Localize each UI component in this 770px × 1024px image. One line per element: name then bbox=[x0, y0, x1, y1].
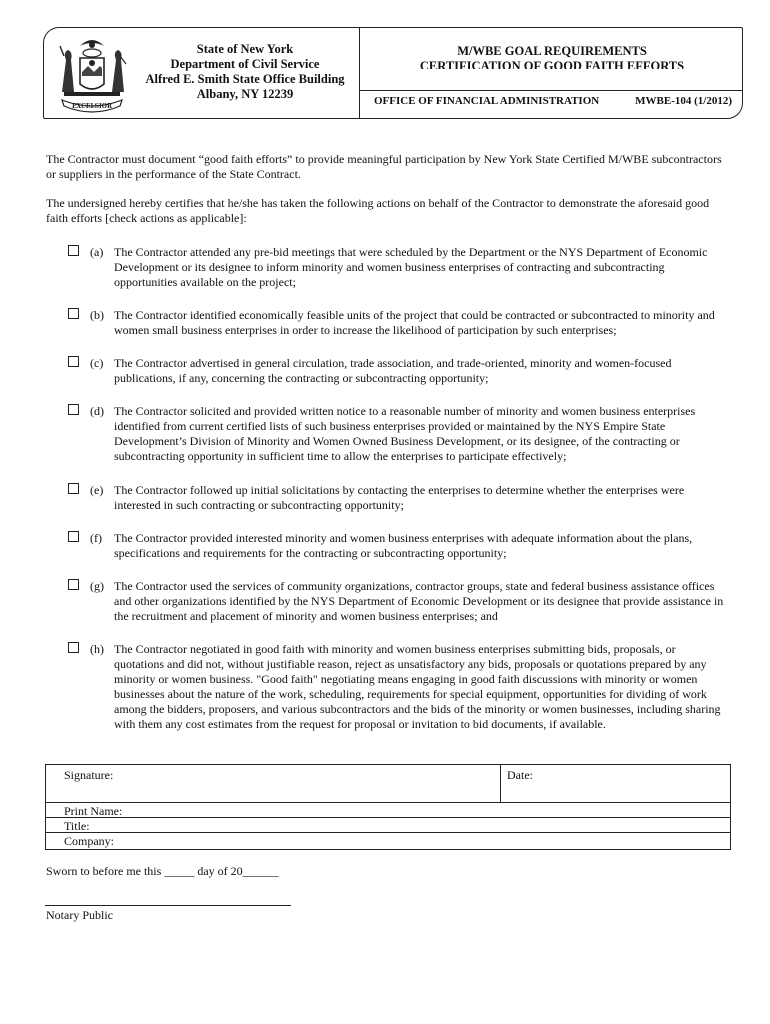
agency-building: Alfred E. Smith State Office Building bbox=[145, 72, 345, 86]
intro-paragraph-1: The Contractor must document “good faith efforts” to provide meaningful participation by New York State Certified M/WBE subcontractors or suppliers in the performance of the State Contract. bbox=[46, 152, 722, 181]
checkbox-c[interactable] bbox=[68, 356, 79, 367]
checkbox-a[interactable] bbox=[68, 245, 79, 256]
signature-row-line bbox=[46, 817, 730, 818]
title-field[interactable]: Title: bbox=[64, 819, 90, 833]
signature-table bbox=[45, 764, 731, 850]
item-letter: (g) bbox=[90, 579, 104, 593]
item-letter: (c) bbox=[90, 356, 104, 370]
svg-text:EXCELSIOR: EXCELSIOR bbox=[71, 103, 113, 110]
agency-state: State of New York bbox=[196, 42, 294, 56]
item-letter: (a) bbox=[90, 245, 104, 259]
item-text: The Contractor provided interested minority and women business enterprises with adequate information about the plans, specifications and requirements for the contracting or subcontracting opportunity; bbox=[114, 531, 693, 560]
signature-row-line bbox=[46, 832, 730, 833]
sworn-statement[interactable]: Sworn to before me this _____ day of 20______ bbox=[46, 864, 279, 878]
item-text: The Contractor followed up initial solicitations by contacting the enterprises to determine whether the enterprises were interested in such contracting or subcontracting opportunity; bbox=[114, 483, 685, 512]
form-header bbox=[43, 27, 743, 119]
form-number: MWBE-104 (1/2012) bbox=[635, 95, 732, 107]
nys-seal-icon bbox=[50, 32, 134, 116]
form-title-line2: CERTIFICATION OF GOOD FAITH EFFORTS bbox=[419, 59, 685, 69]
item-letter: (b) bbox=[90, 308, 104, 322]
agency-address-block bbox=[139, 42, 351, 102]
company-field[interactable]: Company: bbox=[64, 834, 114, 848]
header-divider-vertical bbox=[359, 28, 360, 118]
office-name: OFFICE OF FINANCIAL ADMINISTRATION bbox=[374, 95, 600, 107]
form-title-line1: M/WBE GOAL REQUIREMENTS bbox=[457, 44, 647, 58]
date-field[interactable]: Date: bbox=[507, 768, 533, 782]
item-text: The Contractor solicited and provided written notice to a reasonable number of minority and women business enterprises identified from current certified lists of such business enterprises provided or maintained by the NYS Empire State Development’s Division of Minority and Women Owned Business Development, or its designee, of the contracting or subcontracting opportunity in sufficient time to allow the enterprises to participate effectively; bbox=[114, 404, 696, 463]
item-text: The Contractor identified economically feasible units of the project that could be contracted or subcontracted to minority and women small business enterprises in order to increase the likelihood of participation by such enterprises; bbox=[114, 308, 715, 337]
print-name-field[interactable]: Print Name: bbox=[64, 804, 123, 818]
intro-paragraph-2: The undersigned hereby certifies that he/she has taken the following actions on behalf of the Contractor to demonstrate the aforesaid good faith efforts [check actions as applicable]: bbox=[46, 196, 710, 225]
checkbox-e[interactable] bbox=[68, 483, 79, 494]
form-title bbox=[360, 44, 743, 69]
item-letter: (h) bbox=[90, 642, 104, 656]
signature-field[interactable]: Signature: bbox=[64, 768, 114, 782]
item-text: The Contractor attended any pre-bid meetings that were scheduled by the Department or the NYS Department of Economic Development or its designee to inform minority and women business enterprises of contracting and subcontracting opportunities available on the project; bbox=[114, 245, 708, 289]
header-divider-horizontal bbox=[359, 90, 742, 91]
checkbox-h[interactable] bbox=[68, 642, 79, 653]
agency-department: Department of Civil Service bbox=[170, 57, 320, 71]
item-letter: (d) bbox=[90, 404, 104, 418]
checkbox-f[interactable] bbox=[68, 531, 79, 542]
item-letter: (e) bbox=[90, 483, 104, 497]
item-text: The Contractor advertised in general circulation, trade association, and trade-oriented, minority and women-focused publications, if any, concerning the contracting or subcontracting opportunity; bbox=[114, 356, 672, 385]
signature-divider bbox=[500, 765, 501, 802]
notary-public-label: Notary Public bbox=[46, 908, 113, 922]
item-letter: (f) bbox=[90, 531, 102, 545]
agency-city: Albany, NY 12239 bbox=[196, 87, 294, 101]
checkbox-g[interactable] bbox=[68, 579, 79, 590]
item-text: The Contractor negotiated in good faith with minority and women business enterprises submitting bids, proposals, or quotations and did not, without justifiable reason, reject as unsatisfactory any bids, proposals or quotations prepared by any minority or women business. "Good faith" negotiating means engaging in good faith discussions with minority or women businesses about the nature of the work, scheduling, requirements for special equipment, opportunities for dividing of work among the bidders, proposers, and various subcontractors and the bids of the minority or women businesses, including sharing with them any cost estimates from the request for proposal or invitation to bid documents, if available. bbox=[114, 642, 721, 731]
item-text: The Contractor used the services of community organizations, contractor groups, state and federal business assistance offices and other organizations identified by the NYS Department of Economic Development or its designee that provide assistance in the recruitment and placement of minority and women business enterprises; and bbox=[114, 579, 724, 623]
signature-row-line bbox=[46, 802, 730, 803]
checkbox-b[interactable] bbox=[68, 308, 79, 319]
notary-signature-line[interactable] bbox=[45, 905, 291, 906]
checkbox-d[interactable] bbox=[68, 404, 79, 415]
